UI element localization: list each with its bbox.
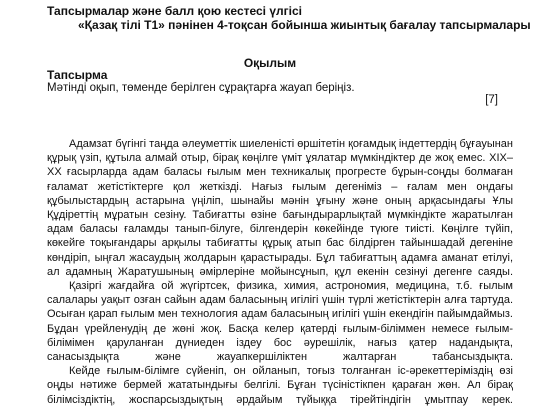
paragraph-2: Қазіргі жағдайға ой жүгіртсек, физика, химия, астрономия, медицина, т.б. ғылым салалары уақыт озған сайын адам баласының игілігі үшін түрлі жетістіктерін алға тартуда. Осыған қарап ғылым мен технология адам баласының игілігі үшін екендігін пайымдаймыз. Бұдан үрейленудің де жөні жоқ. Басқа келер қатерді ғылым-біліммен немесе ғылым-білімімен қаруланған дүниеден іздеу бос әурешілік, нағыз қатер надандықта, санасыздықта және жауапкершіліктен жалтарған табансыздықта. [47, 280, 513, 364]
header-subtitle: «Қазақ тілі Т1» пәнінен 4-тоқсан бойынша жиынтық бағалау тапсырмалары [78, 18, 531, 32]
paragraph-1: Адамзат бүгінгі таңда әлеуметтік шиеленісті өршітетін қоғамдық індеттердің бұғауынан құрық үзіп, құтыла алмай отыр, бірақ көңілге үміт ұялатар мүмкіндіктер де жоқ емес. XIX–XX ғасырларда адам баласы ғылым мен техникалық прогресте бұрын-соңды болмаған ғаламат жетістіктерге қол жеткізді. Нағыз ғылым дегеніміз – ғалам мен ондағы құбылыстардың астарына үңіліп, шынайы мәнін ұғыну және оның арқасындағы Ұлы Құдіреттің мұратын сезіну. Табиғатты өзіне бағындырарлықтай мүмкіндікте жаратылған адам баласы ғаламды танып-білуге, білгендерін көкейінде түюге тиісті. Көңілге түйіп, көкейге тоқығандары арқылы табиғатты құрық атып бас білдірген тайыншадай дегеніне көндіріп, ыңғал жасаудың жолдарын қарастырады. Бұл табиғаттың адамға аманат етілуі, ал адамның Жаратушының әмірлеріне мойынсұнып, құл екенін сезінуі дегенге саяды. [47, 138, 513, 278]
paragraph-3: Кейде ғылым-білімге сүйеніп, он ойланып, тоғыз толғанған іс-әрекеттеріміздің өзі оңды нәтиже бермей жататындығы белгілі. Бұған түсіністікпен қараған жөн. Ал бірақ білімсіздіктің, жоспарсыздықтың әрдайым түйыққа тірейтіндігін ұмытпау керек. [47, 365, 513, 406]
section-title: Оқылым [243, 56, 297, 70]
task-instruction: Мәтінді оқып, төменде берілген сұрақтарға жауап беріңіз. [47, 82, 355, 94]
task-label: Тапсырма [47, 68, 108, 82]
reading-text [47, 137, 513, 407]
header-title: Тапсырмалар және балл қою кестесі үлгісі [47, 4, 302, 18]
score-marker: [7] [485, 94, 498, 106]
